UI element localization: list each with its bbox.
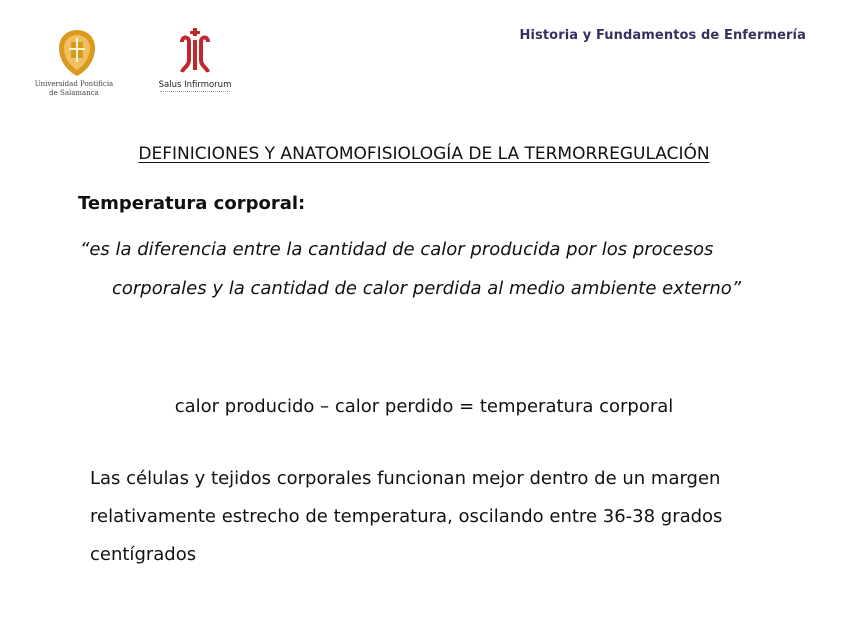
temperature-formula: calor producido – calor perdido = temperatura corporal [174,396,674,417]
university-caption-line-1: Universidad Pontificia [34,80,114,88]
salus-caption: Salus Infirmorum [158,80,232,90]
body-paragraph: Las células y tejidos corporales funcionan mejor dentro de un margen relativamente estrecho de temperatura, oscilando entre 36-38 grados centígrados [90,468,723,565]
salus-logo [150,28,240,108]
course-title: Historia y Fundamentos de Enfermería [519,28,806,43]
slide-heading: DEFINICIONES Y ANATOMOFISIOLOGÍA DE LA TERMORREGULACIÓN [138,144,710,164]
university-caption-line-2: de Salamanca [49,89,99,97]
university-seal-icon [57,28,97,78]
definition-quote: “es la diferencia entre la cantidad de calor producida por los procesos corporales y la cantidad de calor perdida al medio ambiente externo” [80,239,742,299]
term-label: Temperatura corporal: [78,193,306,214]
salus-divider [160,91,230,92]
salus-emblem-icon [179,28,211,76]
university-logo [34,28,114,108]
